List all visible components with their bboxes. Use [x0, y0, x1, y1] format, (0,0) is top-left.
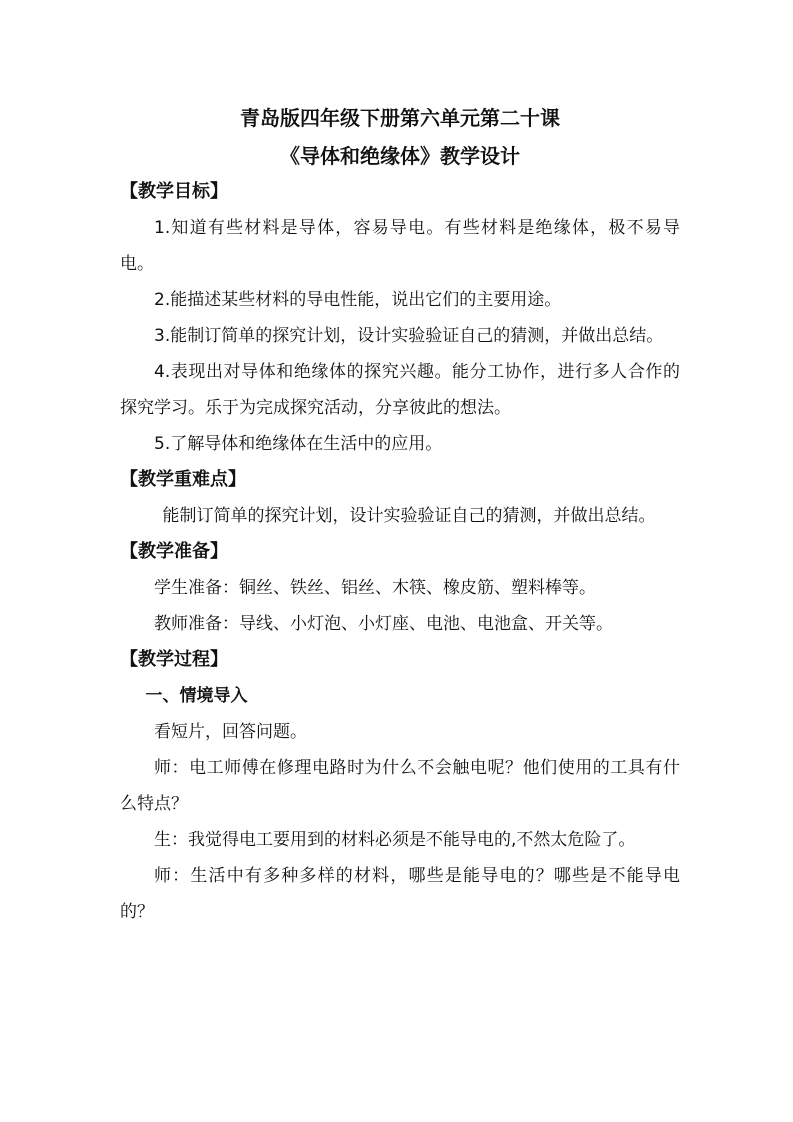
student-preparation: 学生准备：铜丝、铁丝、铝丝、木筷、橡皮筋、塑料棒等。	[154, 578, 596, 598]
section-heading-preparation: 【教学准备】	[120, 541, 228, 562]
process-subheading: 一、情境导入	[145, 686, 248, 706]
process-line-1: 看短片，回答问题。	[154, 722, 307, 742]
document-body	[120, 100, 680, 930]
teacher-preparation: 教师准备：导线、小灯泡、小灯座、电池、电池盒、开关等。	[154, 614, 613, 634]
process-line-2: 师：电工师傅在修理电路时为什么不会触电呢？他们使用的工具有什么特点？	[120, 758, 680, 814]
section-heading-process: 【教学过程】	[120, 649, 228, 670]
section-heading-key-points: 【教学重难点】	[120, 469, 246, 490]
goal-item-5: 5.了解导体和绝缘体在生活中的应用。	[154, 434, 443, 454]
document-title-line1: 青岛版四年级下册第六单元第二十课	[240, 106, 560, 130]
goal-item-3: 3.能制订简单的探究计划，设计实验验证自己的猜测，并做出总结。	[154, 326, 664, 346]
key-points-text: 能制订简单的探究计划，设计实验验证自己的猜测，并做出总结。	[162, 506, 656, 526]
process-line-3: 生：我觉得电工要用到的材料必须是不能导电的,不然太危险了。	[154, 830, 636, 850]
document-title-line2: 《导体和绝缘体》教学设计	[280, 144, 520, 168]
process-line-4: 师：生活中有多种多样的材料，哪些是能导电的？哪些是不能导电的？	[120, 866, 680, 922]
goal-item-2: 2.能描述某些材料的导电性能，说出它们的主要用途。	[154, 290, 562, 310]
goal-item-4: 4.表现出对导体和绝缘体的探究兴趣。能分工协作，进行多人合作的探究学习。乐于为完成探究活动，分享彼此的想法。	[120, 362, 680, 418]
goal-item-1: 1.知道有些材料是导体，容易导电。有些材料是绝缘体，极不易导电。	[120, 218, 680, 274]
section-heading-goals: 【教学目标】	[120, 181, 228, 202]
